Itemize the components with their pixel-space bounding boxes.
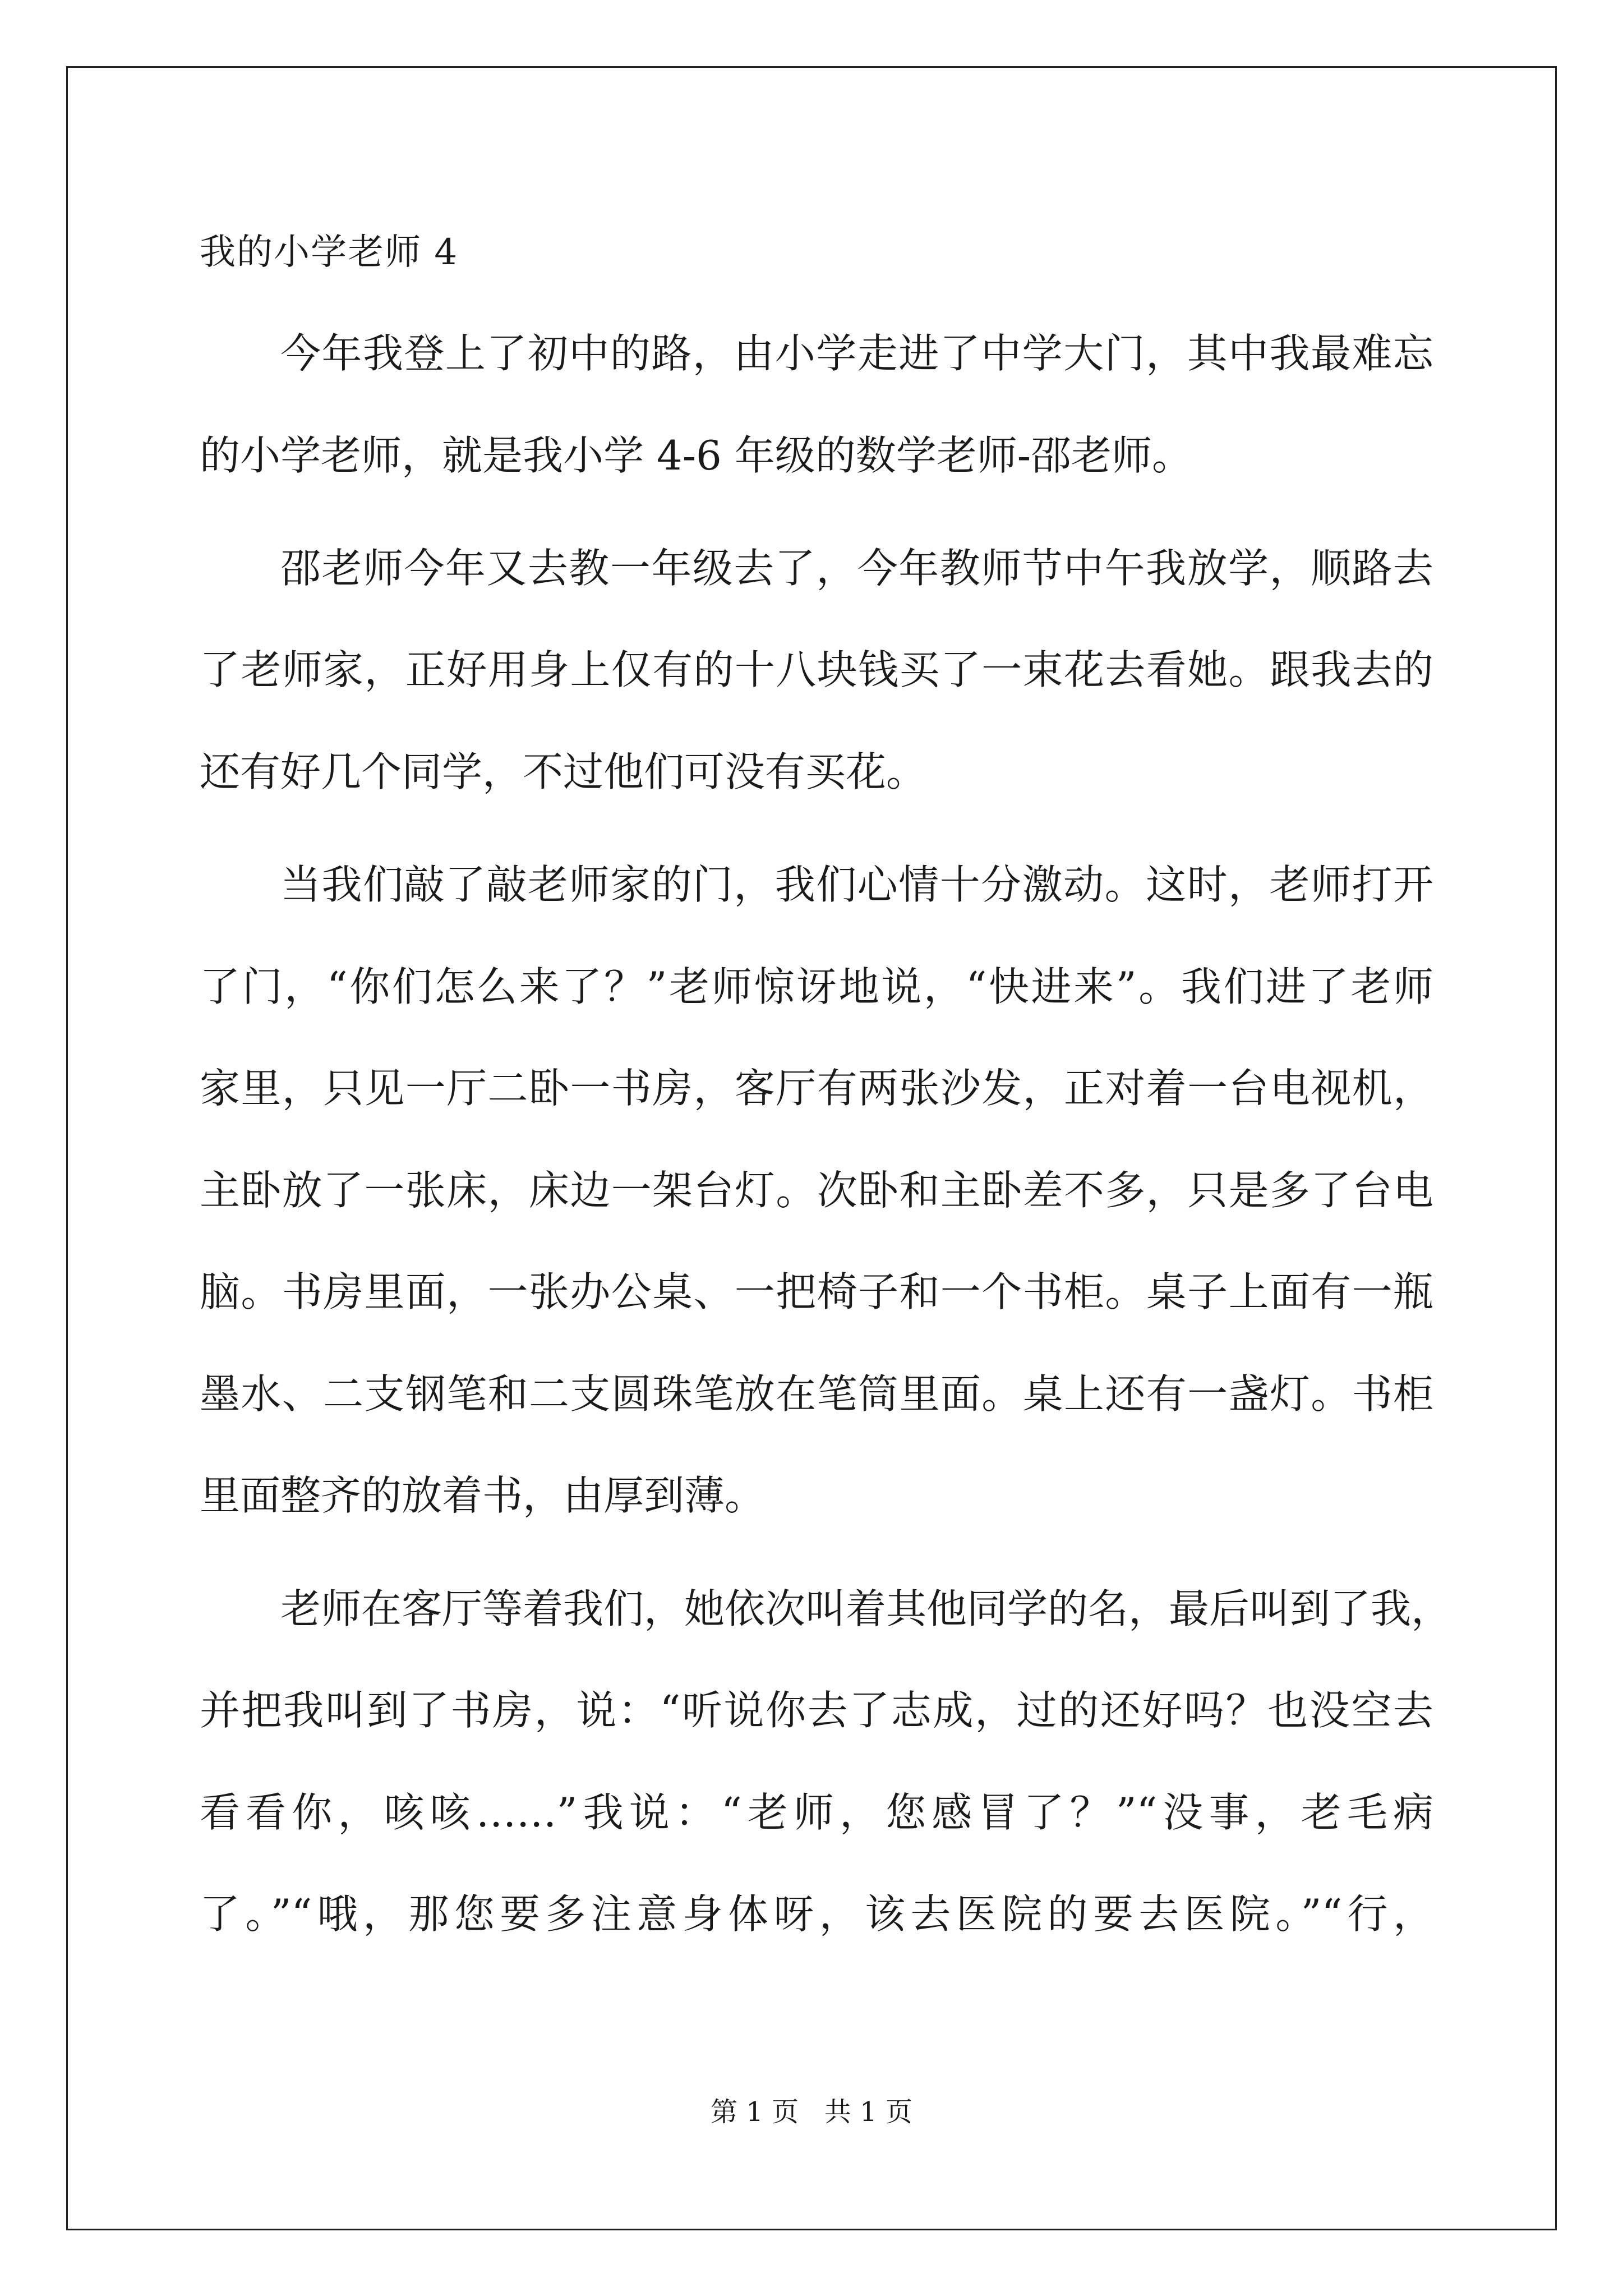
paragraph-line: 并把我叫到了书房，说：“听说你去了志成，过的还好吗？也没空去 — [200, 1687, 1433, 1734]
paragraph-line: 家里，只见一厅二卧一书房，客厅有两张沙发，正对着一台电视机， — [200, 1065, 1433, 1112]
paragraph-line: 邵老师今年又去教一年级去了，今年教师节中午我放学，顺路去 — [280, 545, 1433, 592]
paragraph-line: 墨水、二支钢笔和二支圆珠笔放在笔筒里面。桌上还有一盏灯。书柜 — [200, 1370, 1433, 1418]
paragraph-line: 了门，“你们怎么来了？”老师惊讶地说，“快进来”。我们进了老师 — [200, 963, 1433, 1010]
paragraph-line: 脑。书房里面，一张办公桌、一把椅子和一个书柜。桌子上面有一瓶 — [200, 1268, 1433, 1315]
paragraph-line: 主卧放了一张床，床边一架台灯。次卧和主卧差不多，只是多了台电 — [200, 1167, 1433, 1214]
paragraph-line: 的小学老师，就是我小学 4-6 年级的数学老师-邵老师。 — [200, 432, 1193, 479]
paragraph-line: 老师在客厅等着我们，她依次叫着其他同学的名，最后叫到了我， — [280, 1585, 1452, 1632]
paragraph-line: 了。”“哦，那您要多注意身体呀，该去医院的要去医院。”“行， — [200, 1890, 1433, 1938]
paragraph-line: 当我们敲了敲老师家的门，我们心情十分激动。这时，老师打开 — [280, 861, 1433, 908]
paragraph-line: 还有好几个同学，不过他们可没有买花。 — [200, 748, 927, 795]
paragraph-line: 看看你，咳咳……”我说：“老师，您感冒了？”“没事，老毛病 — [200, 1789, 1433, 1836]
paragraph-line: 了老师家，正好用身上仅有的十八块钱买了一束花去看她。跟我去的 — [200, 646, 1433, 693]
paragraph-line: 里面整齐的放着书，由厚到薄。 — [200, 1472, 766, 1519]
page-number-footer: 第 1 页 共 1 页 — [711, 2096, 912, 2128]
paragraph-line: 今年我登上了初中的路，由小学走进了中学大门，其中我最难忘 — [280, 330, 1433, 377]
document-title: 我的小学老师 4 — [200, 232, 459, 273]
